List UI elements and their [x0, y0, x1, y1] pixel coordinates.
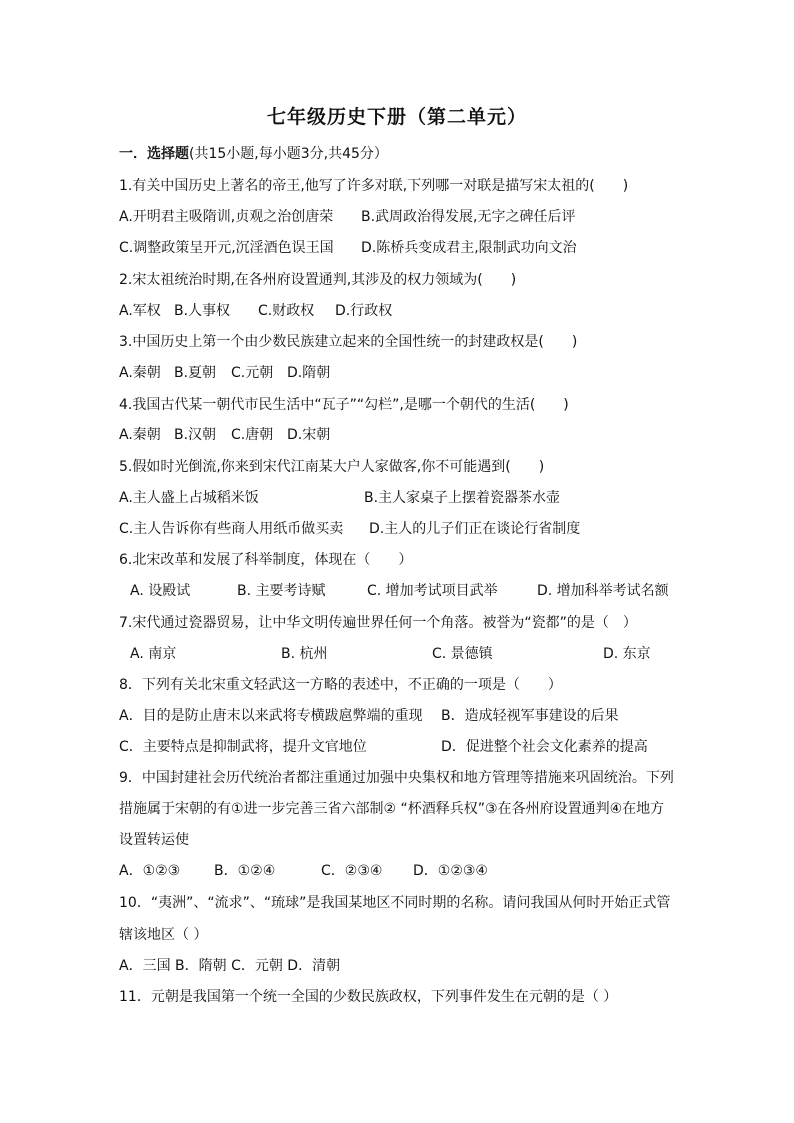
q8-option-b: B．造成轻视军事建设的后果 — [441, 708, 619, 724]
section-note: (共15小题,每小题3分,共45分） — [189, 146, 388, 162]
q3-option-c: C.元朝 — [231, 365, 274, 381]
q9-stem-line-2: 措施属于宋朝的有①进一步完善三省六部制② “杯酒释兵权”③在各州府设置通判④在地方 — [119, 801, 665, 817]
q6-stem: 6.北宋改革和发展了科举制度，体现在（ ） — [119, 552, 413, 568]
section-heading: 一．选择题 — [119, 146, 189, 162]
q3-option-a: A.秦朝 — [119, 365, 161, 381]
q7-stem: 7.宋代通过瓷器贸易，让中华文明传遍世界任何一个角落。被誉为“瓷都”的是（ ） — [119, 615, 637, 631]
q3-option-b: B.夏朝 — [174, 365, 217, 381]
q8-option-c: C．主要特点是抑制武将，提升文官地位 — [119, 739, 367, 755]
q1-stem: 1.有关中国历史上著名的帝王,他写了许多对联,下列哪一对联是描写宋太祖的( ) — [119, 178, 629, 194]
q9-option-a: A．①②③ — [119, 863, 181, 879]
q5-option-d: D.主人的儿子们正在谈论行省制度 — [369, 521, 581, 537]
q7-option-a: A. 南京 — [130, 646, 177, 662]
q1-option-b: B.武周政治得发展,无字之碑任后评 — [361, 209, 576, 225]
q4-option-d: D.宋朝 — [287, 427, 331, 443]
q8-stem: 8．下列有关北宋重文轻武这一方略的表述中，不正确的一项是（ ） — [119, 677, 562, 693]
q2-option-a: A.军权 — [119, 303, 161, 319]
q10-options: A．三国 B．隋朝 C．元朝 D．清朝 — [119, 958, 341, 974]
q3-option-d: D.隋朝 — [287, 365, 331, 381]
q3-stem: 3.中国历史上第一个由少数民族建立起来的全国性统一的封建政权是( ) — [119, 334, 578, 350]
q4-stem: 4.我国古代某一朝代市民生活中“瓦子”“勾栏”,是哪一个朝代的生活( ) — [119, 397, 569, 413]
q11-stem: 11．元朝是我国第一个统一全国的少数民族政权，下列事件发生在元朝的是（ ） — [119, 989, 618, 1005]
q5-stem: 5.假如时光倒流,你来到宋代江南某大户人家做客,你不可能遇到( ) — [119, 459, 545, 475]
q2-option-c: C.财政权 — [258, 303, 315, 319]
page-title: 七年级历史下册（第二单元） — [266, 106, 527, 128]
q1-option-a: A.开明君主吸隋训,贞观之治创唐荣 — [119, 209, 334, 225]
q2-option-d: D.行政权 — [335, 303, 393, 319]
section-heading-line — [119, 144, 388, 164]
q6-option-c: C. 增加考试项目武举 — [367, 583, 498, 599]
q9-option-c: C．②③④ — [321, 863, 383, 879]
q2-stem: 2.宋太祖统治时期,在各州府设置通判,其涉及的权力领域为( ) — [119, 272, 517, 288]
q9-stem-line-3: 设置转运使 — [119, 832, 189, 848]
q5-option-b: B.主人家桌子上摆着瓷器茶水壶 — [364, 490, 561, 506]
q7-option-d: D. 东京 — [603, 646, 651, 662]
q6-option-d: D. 增加科举考试名额 — [537, 583, 669, 599]
q7-option-b: B. 杭州 — [281, 646, 328, 662]
q5-option-c: C.主人告诉你有些商人用纸币做买卖 — [119, 521, 344, 537]
q9-option-d: D．①②③④ — [413, 863, 488, 879]
q4-option-b: B.汉朝 — [174, 427, 217, 443]
q4-option-c: C.唐朝 — [231, 427, 274, 443]
q8-option-a: A．目的是防止唐末以来武将专横跋扈弊端的重现 — [119, 708, 423, 724]
q8-option-d: D．促进整个社会文化素养的提高 — [441, 739, 648, 755]
q5-option-a: A.主人盛上占城稻米饭 — [119, 490, 259, 506]
q6-option-a: A. 设殿试 — [130, 583, 191, 599]
q10-stem-line-1: 10．“夷洲”、“流求”、“琉球”是我国某地区不同时期的名称。请问我国从何时开始正式管 — [119, 895, 671, 911]
q1-option-d: D.陈桥兵变成君主,限制武功向文治 — [361, 240, 577, 256]
q7-option-c: C. 景德镇 — [432, 646, 493, 662]
q1-option-c: C.调整政策呈开元,沉淫酒色误王国 — [119, 240, 334, 256]
q6-option-b: B. 主要考诗赋 — [237, 583, 326, 599]
q9-option-b: B．①②④ — [214, 863, 276, 879]
q10-stem-line-2: 辖该地区（ ） — [119, 927, 208, 943]
q9-stem-line-1: 9．中国封建社会历代统治者都注重通过加强中央集权和地方管理等措施来巩固统治。下列 — [119, 770, 674, 786]
q2-option-b: B.人事权 — [174, 303, 231, 319]
q4-option-a: A.秦朝 — [119, 427, 161, 443]
